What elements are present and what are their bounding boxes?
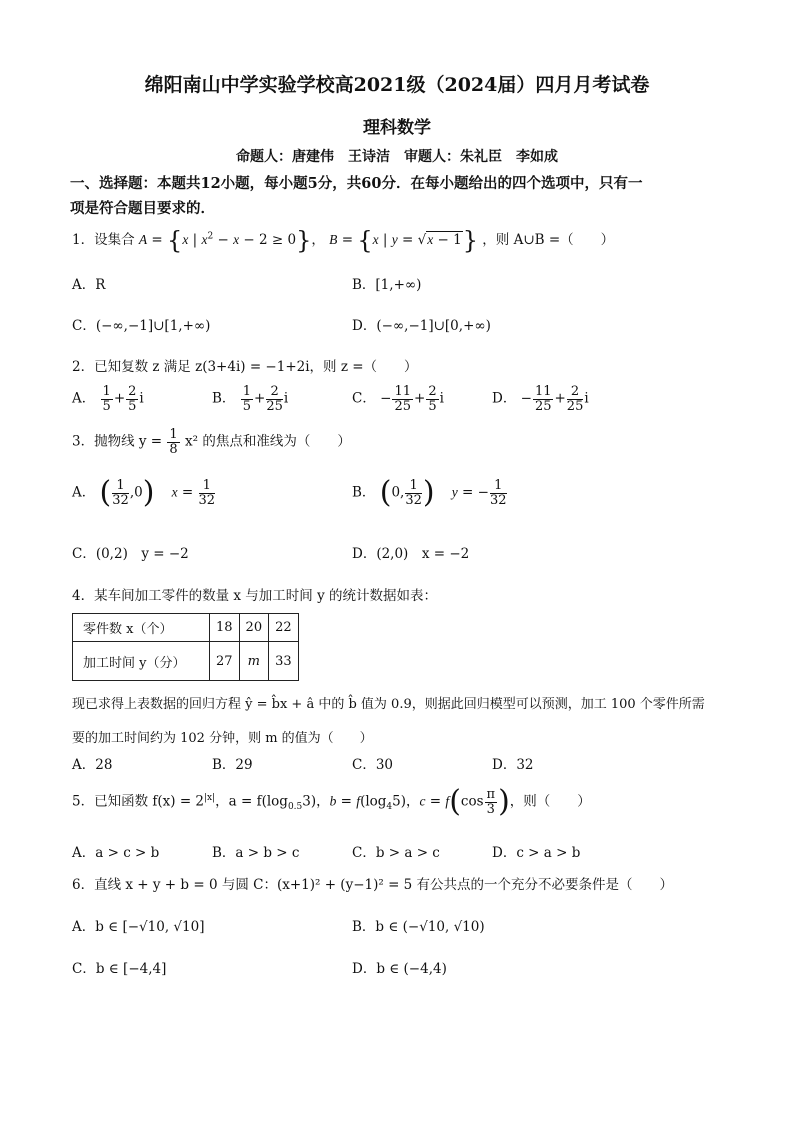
q4-option-b[interactable]: B．29 <box>212 757 253 773</box>
question-5: 5．已知函数 $f(x) = 2^{|x|}$，$a = f(\log_{0.5}3)$，$b = f(\log_45)$，c = f(cos $\frac{\pi}{3}$ )，则（ ） <box>72 784 591 819</box>
q3-option-d[interactable]: D．(2,0) x = −2 <box>352 546 470 562</box>
fraction: $\frac{2}{25}$ <box>566 384 584 414</box>
question-5-suffix: ，则（ ） <box>509 793 591 810</box>
question-6-stem: 6．直线 x + y + b = 0 与圆 C：(x+1)² + (y−1)² = 5 有公共点的一个充分不必要条件是（ ） <box>72 877 674 893</box>
fraction: $\frac{11}{25}$ <box>394 384 411 414</box>
exam-title: 绵阳南山中学实验学校高2021级（2024届）四月月考试卷 <box>144 74 650 96</box>
q2-option-a-label: A． <box>72 390 96 407</box>
table-cell: 18 <box>210 614 240 642</box>
fraction: $\frac{1}{32}$ <box>112 477 129 508</box>
subject-title: 理科数学 <box>363 118 431 138</box>
data-table <box>72 613 299 681</box>
authors-line: 命题人：唐建伟 王诗洁 审题人：朱礼臣 李如成 <box>236 149 558 165</box>
q1-option-c[interactable]: C．(−∞,−1]∪[1,+∞) <box>72 318 211 334</box>
question-3 <box>72 428 351 456</box>
table-cell: 20 <box>239 614 269 642</box>
fraction: $\frac{1}{32}$ <box>489 477 507 508</box>
question-2-stem: 2．已知复数 z 满足 z(3+4i) = −1+2i，则 z =（ ） <box>72 359 418 375</box>
q3-option-b-label: B． <box>352 484 376 501</box>
q2-option-c[interactable]: C． − $\frac{11}{25}$ + $\frac{2}{5}$ i <box>352 384 444 414</box>
q5-option-d[interactable]: D．c > a > b <box>492 845 581 861</box>
fraction: $\frac{2}{5}$ <box>128 384 137 414</box>
table-cell: 零件数 x（个） <box>73 614 210 642</box>
q3-option-c[interactable]: C．(0,2) y = −2 <box>72 546 189 562</box>
q6-option-c[interactable]: C．b ∈ [−4,4] <box>72 961 167 977</box>
question-1-prefix: 1．设集合 <box>72 232 135 248</box>
q3-option-a[interactable]: A． ( $\frac{1}{32}$ ,0) x = $\frac{1}{32}$ <box>72 475 216 510</box>
table-row <box>73 642 299 681</box>
fraction: $\frac{1}{5}$ <box>102 384 111 414</box>
q5-option-c[interactable]: C．b > a > c <box>352 845 440 861</box>
table-cell: m <box>239 642 269 681</box>
q5-option-a[interactable]: A．a > c > b <box>72 845 160 861</box>
question-4-desc-line1: 现已求得上表数据的回归方程 ŷ = b̂x + â 中的 b̂ 值为 0.9，则据此回归模型可以预测，加工 100 个零件所需 <box>72 697 705 712</box>
q3-option-a-label: A． <box>72 484 96 501</box>
q2-option-b[interactable]: B． $\frac{1}{5}$ + $\frac{2}{25}$ i <box>212 384 289 414</box>
q2-option-a[interactable]: A． $\frac{1}{5}$ + $\frac{2}{5}$ i <box>72 384 144 414</box>
q4-option-d[interactable]: D．32 <box>492 757 534 773</box>
q2-option-c-label: C． <box>352 390 376 407</box>
section-instructions-line2: 项是符合题目要求的． <box>70 200 215 217</box>
q2-option-b-label: B． <box>212 390 236 407</box>
q2-option-d[interactable]: D． − $\frac{11}{25}$ + $\frac{2}{25}$ i <box>492 384 589 414</box>
set-a-expression: A = {x | $x^2 - x - 2 \ge 0$}， <box>138 226 325 255</box>
question-3-suffix: x² 的焦点和准线为（ ） <box>185 433 351 450</box>
q3-option-b[interactable]: B． (0, $\frac{1}{32}$ ) y = − $\frac{1}{32}$ <box>352 475 507 510</box>
table-cell: 加工时间 y（分） <box>73 642 210 681</box>
set-b-expression: B = {x | y = √x − 1} <box>329 226 478 255</box>
q1-option-b[interactable]: B．[1,+∞) <box>352 277 422 293</box>
question-4-stem: 4．某车间加工零件的数量 x 与加工时间 y 的统计数据如表： <box>72 588 437 604</box>
q1-option-d[interactable]: D．(−∞,−1]∪[0,+∞) <box>352 318 491 334</box>
table-cell: 27 <box>210 642 240 681</box>
question-3-prefix: 3．抛物线 y = <box>72 433 163 450</box>
fraction: $\frac{2}{25}$ <box>266 384 283 414</box>
fraction: $\frac{2}{5}$ <box>428 384 437 414</box>
q4-option-c[interactable]: C．30 <box>352 757 394 773</box>
question-5-prefix: 5．已知函数 f(x) = 2 <box>72 793 205 810</box>
fraction: $\frac{1}{32}$ <box>405 477 422 508</box>
question-1-suffix: ，则 A∪B =（ ） <box>482 232 615 248</box>
q5-option-b[interactable]: B．a > b > c <box>212 845 300 861</box>
question-5-mid: ，a = f(log <box>215 793 288 810</box>
section-instructions-line1: 一、选择题：本题共12小题，每小题5分，共60分．在每小题给出的四个选项中，只有一 <box>70 175 643 192</box>
fraction: $\frac{1}{5}$ <box>242 384 251 414</box>
q2-option-d-label: D． <box>492 390 517 407</box>
q1-option-a[interactable]: A．R <box>72 277 106 293</box>
fraction: $\frac{1}{32}$ <box>198 477 216 508</box>
table-cell: 33 <box>269 642 299 681</box>
q6-option-b[interactable]: B．b ∈ (−√10, √10) <box>352 919 485 935</box>
q4-option-a[interactable]: A．28 <box>72 757 113 773</box>
question-1 <box>72 228 614 253</box>
fraction: $\frac{1}{8}$ <box>169 427 178 457</box>
question-4-desc-line2: 要的加工时间约为 102 分钟，则 m 的值为（ ） <box>72 731 373 746</box>
q6-option-a[interactable]: A．b ∈ [−√10, √10] <box>72 919 205 935</box>
fraction: $\frac{\pi}{3}$ <box>486 786 496 817</box>
table-cell: 22 <box>269 614 299 642</box>
table-row <box>73 614 299 642</box>
fraction: $\frac{11}{25}$ <box>534 384 552 414</box>
q6-option-d[interactable]: D．b ∈ (−4,4) <box>352 961 447 977</box>
